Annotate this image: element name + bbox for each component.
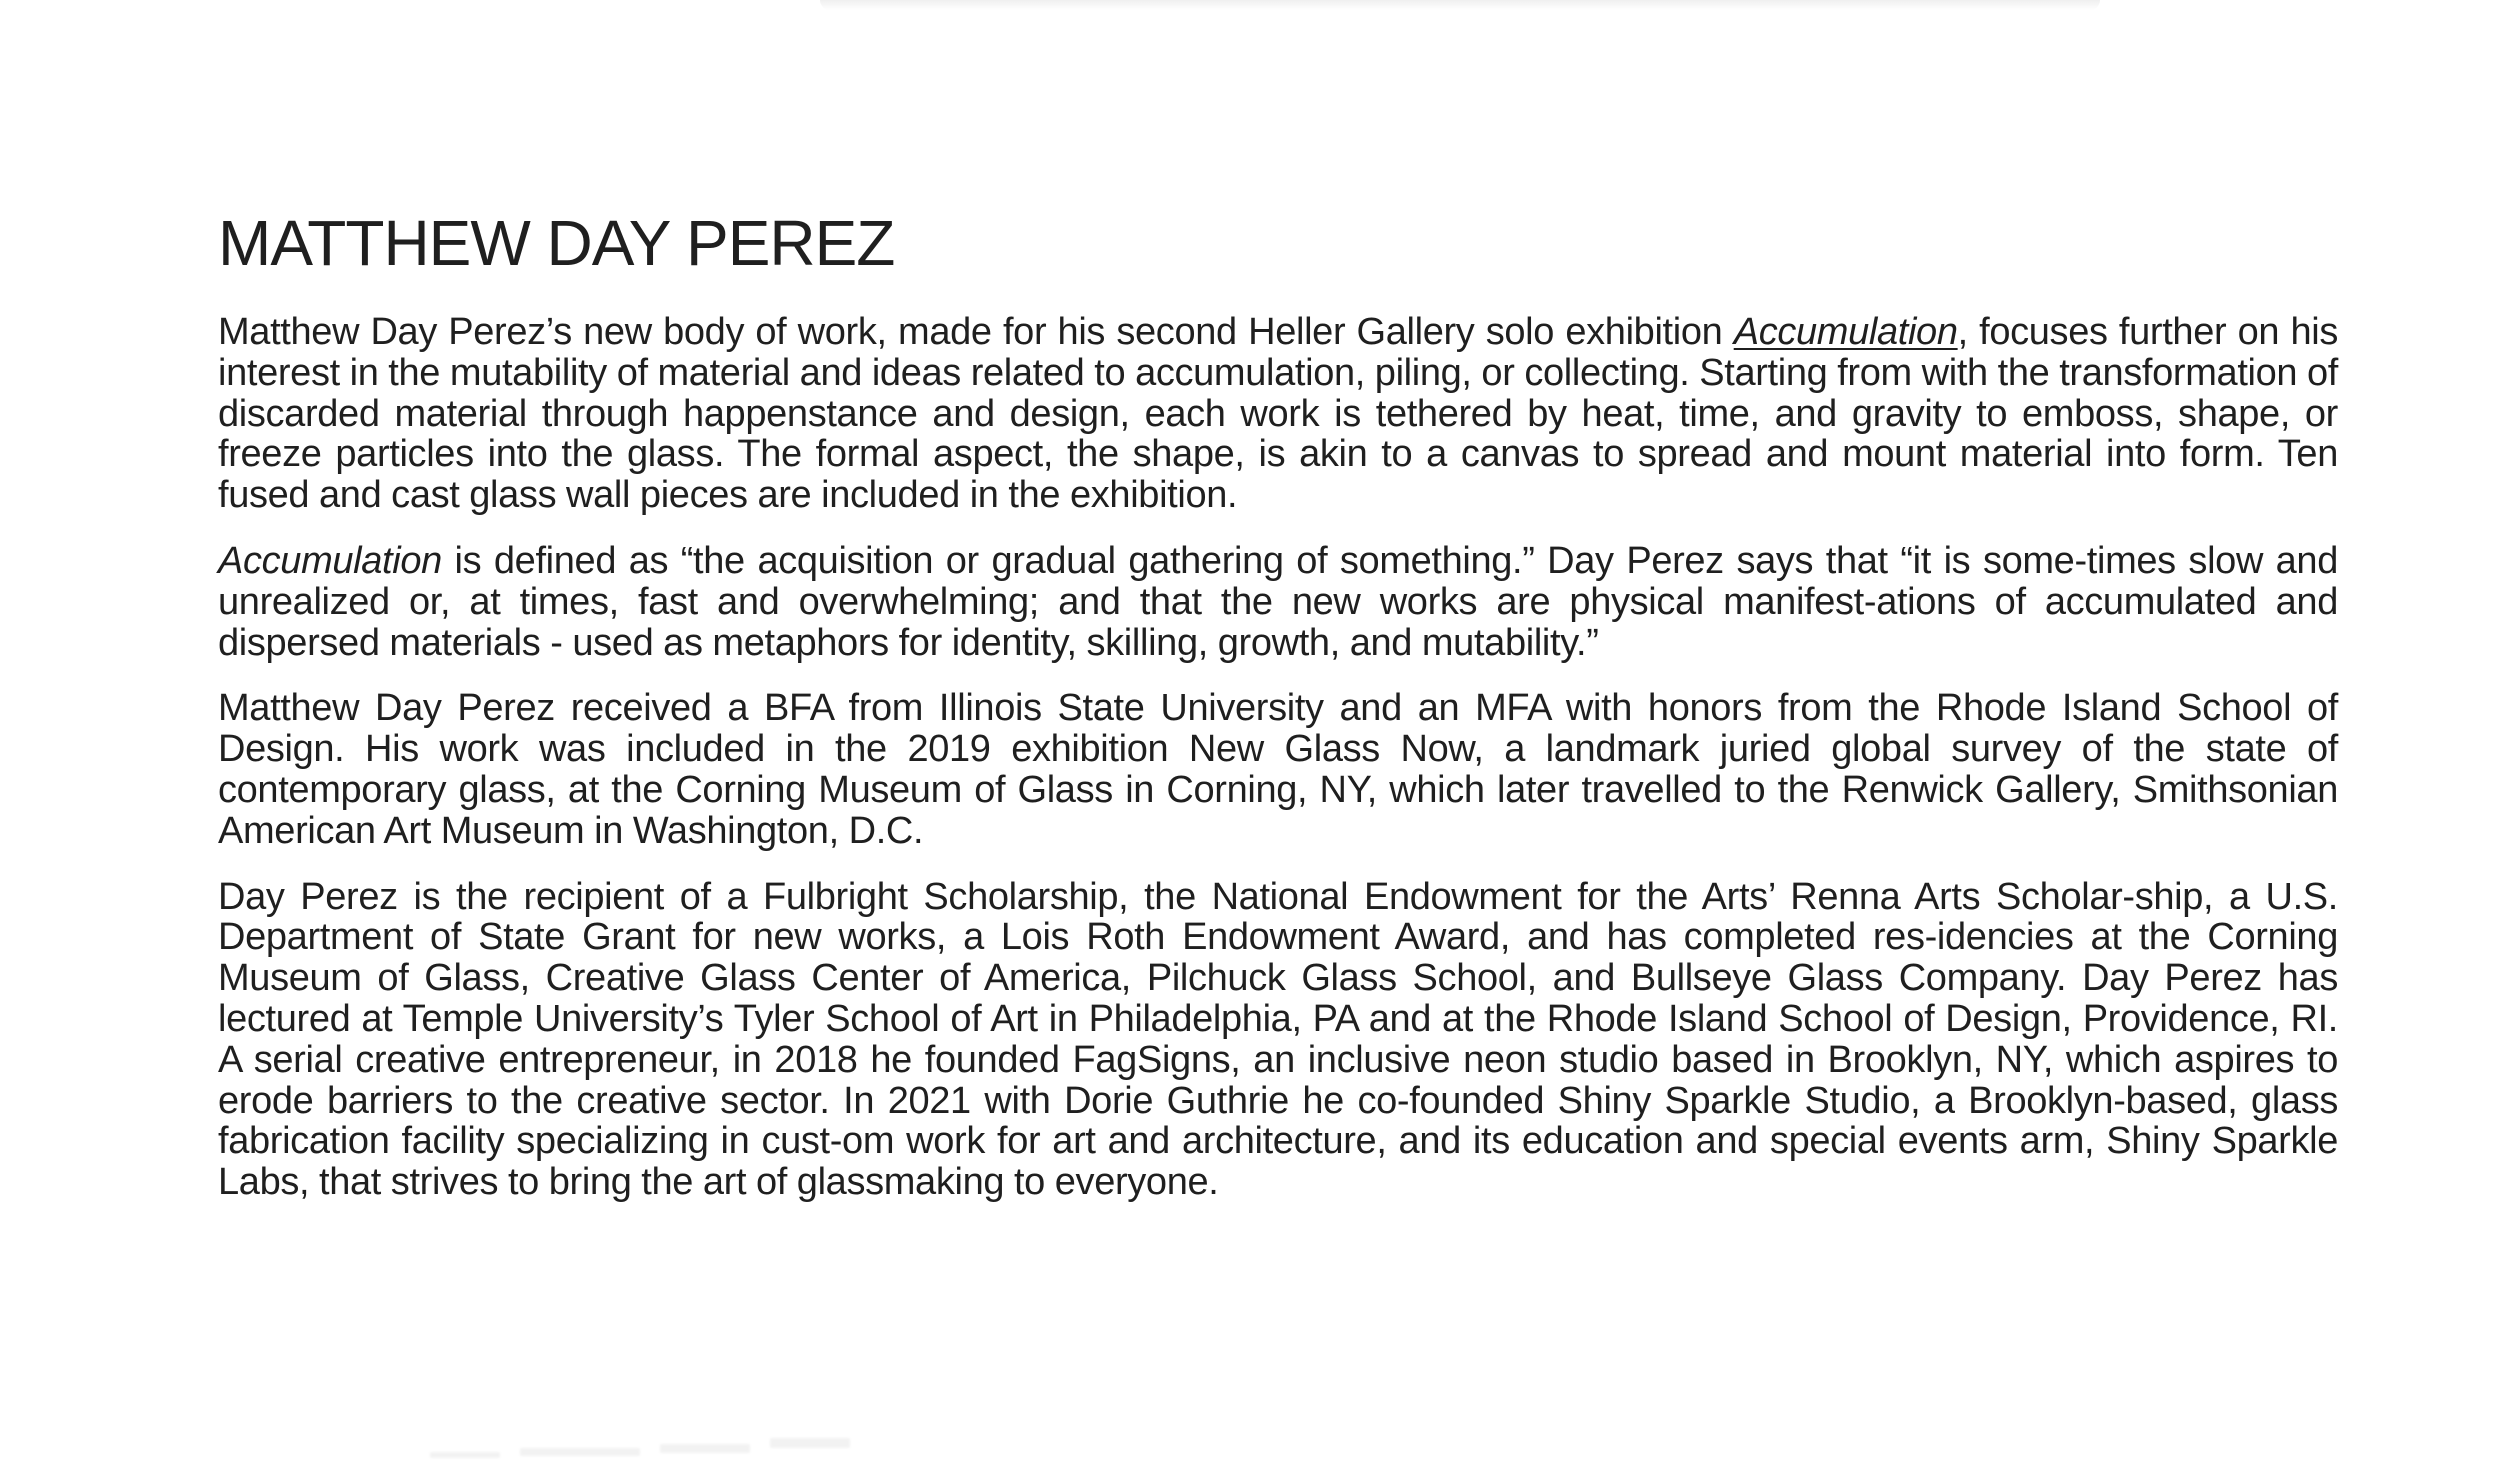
- paragraph-2-body: is defined as “the acquisition or gradual gathering of something.” Day Perez says that “it is some-times slow and unrealized or, at times, fast and overwhelming; and that the new works are physical manifest-ations of accumulated and dispersed materials - used as metaphors for identity, skilling, growth, and mutability.”: [218, 539, 2338, 664]
- exhibition-title-italic: Accumulation: [218, 539, 442, 582]
- bio-paragraph-awards: Day Perez is the recipient of a Fulbright Scholarship, the National Endowment for the Arts’ Renna Arts Scholar-ship, a U.S. Department of State Grant for new works, a Lois Roth Endowment Award, and has completed res-idencies at the Corning Museum of Glass, Creative Glass Center of America, Pilchuck Glass School, and Bullseye Glass Company. Day Perez has lectured at Temple University’s Tyler School of Art in Philadelphia, PA and at the Rhode Island School of Design, Providence, RI. A serial creative entrepreneur, in 2018 he founded FagSigns, an inclusive neon studio based in Brooklyn, NY, which aspires to erode barriers to the creative sector. In 2021 with Dorie Guthrie he co-founded Shiny Sparkle Studio, a Brooklyn-based, glass fabrication facility specializing in cust-om work for art and architecture, and its education and special events arm, Shiny Sparkle Labs, that strives to bring the art of glassmaking to everyone.: [218, 875, 2338, 1204]
- artist-name-heading: MATTHEW DAY PEREZ: [218, 207, 895, 279]
- bio-paragraph-definition: [218, 541, 2338, 663]
- bleed-through-shadow-top: [820, 0, 2100, 10]
- bleed-through-text-bottom: [430, 1438, 950, 1468]
- bio-paragraph-exhibition: [218, 312, 2338, 516]
- artist-bio: [218, 207, 2338, 1228]
- paragraph-1-intro: Matthew Day Perez’s new body of work, made for his second Heller Gallery solo exhibition: [218, 311, 1734, 353]
- bio-paragraph-education: Matthew Day Perez received a BFA from Illinois State University and an MFA with honors from the Rhode Island School of Design. His work was included in the 2019 exhibition New Glass Now, a landmark juried global survey of the state of contemporary glass, at the Corning Museum of Glass in Corning, NY, which later travelled to the Renwick Gallery, Smithsonian American Art Museum in Washington, D.C.: [218, 687, 2338, 852]
- paragraph-1-body: , focuses further on his interest in the mutability of material and ideas related to accumulation, piling, or collecting. Starting from with the transformation of discarded material through happenstance and design, each work is tethered by heat, time, and gravity to emboss, shape, or freeze particles into the glass. The formal aspect, the shape, is akin to a canvas to spread and mount material into form. Ten fused and cast glass wall pieces are included in the exhibition.: [218, 311, 2338, 517]
- exhibition-title: Accumulation: [1733, 311, 1958, 353]
